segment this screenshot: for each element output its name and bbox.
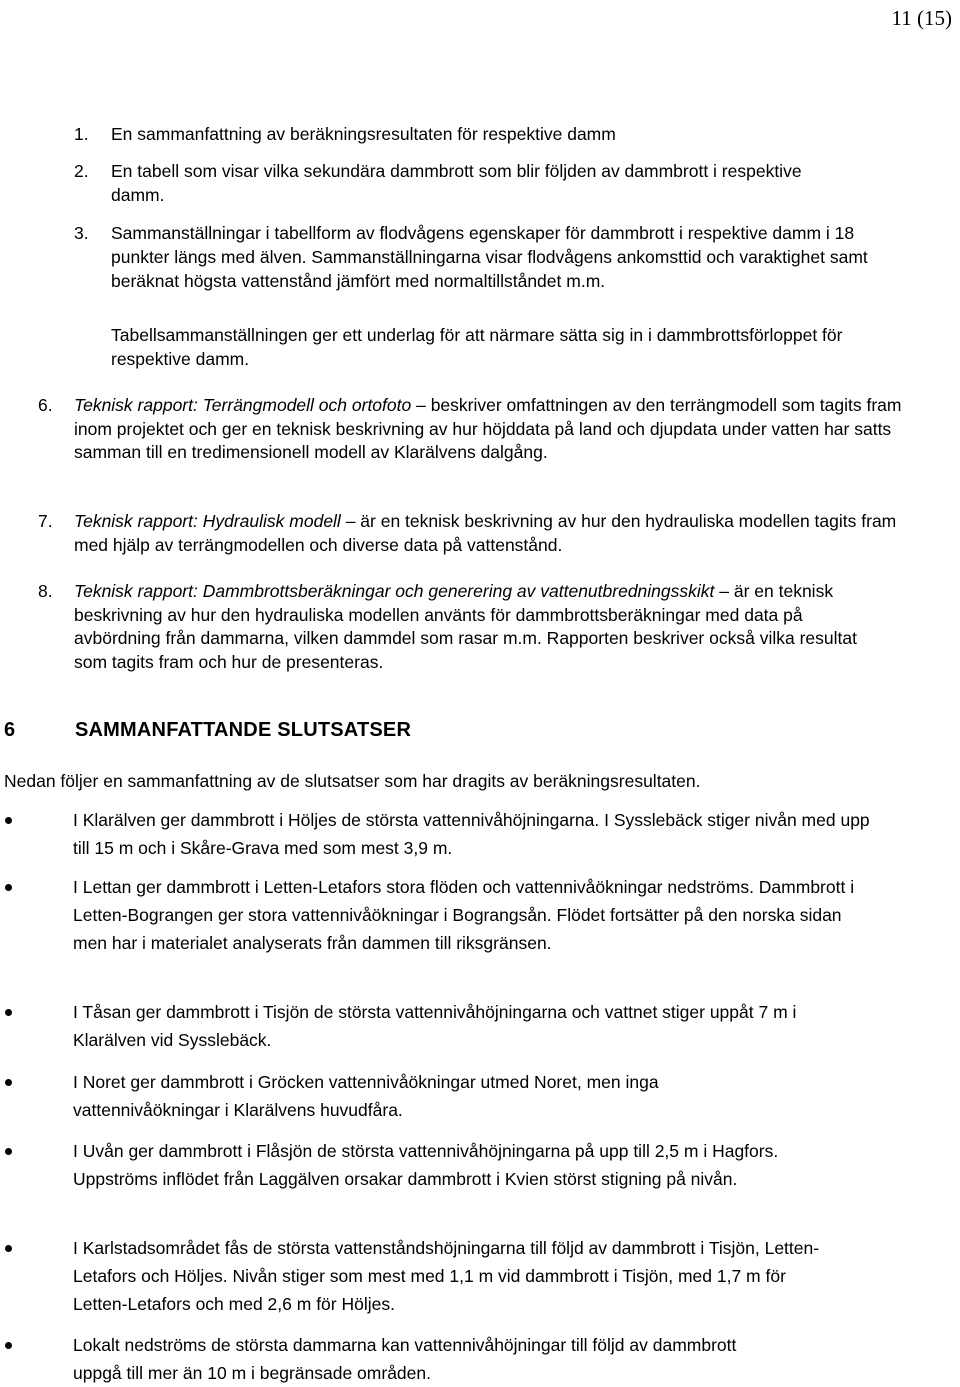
intro-paragraph: Nedan följer en sammanfattning av de slutsatser som har dragits av beräkningsresultaten. <box>4 771 701 791</box>
bullet-icon <box>5 1245 12 1252</box>
list-item <box>74 159 831 207</box>
list-number: 8. <box>38 581 53 601</box>
report-item-8 <box>38 580 878 674</box>
report-title: Teknisk rapport: Hydraulisk modell <box>74 511 341 531</box>
bullet-text: I Uvån ger dammbrott i Flåsjön de största vattennivåhöjningarna på upp till 2,5 m i Hagfors. Uppströms inflödet från Laggälven orsakar dammbrott i Kvien störst stigning på nivån. <box>73 1141 779 1189</box>
list-item <box>74 122 894 146</box>
list-text: Sammanställningar i tabellform av flodvågens egenskaper för dammbrott i respektive damm i 18 punkter längs med älven. Sammanställningarna visar flodvågens ankomsttid och varaktighet samt beräknat högsta vattenstånd jämfört med normaltillståndet m.m. <box>111 223 868 291</box>
table-note: Tabellsammanställningen ger ett underlag för att närmare sätta sig in i dammbrottsförloppet för respektive damm. <box>111 325 843 369</box>
bullet-text: I Klarälven ger dammbrott i Höljes de största vattennivåhöjningarna. I Sysslebäck stiger nivån med upp till 15 m och i Skåre-Grava med som mest 3,9 m. <box>73 810 870 858</box>
page-number: 11 (15) <box>891 6 952 30</box>
list-number: 6. <box>38 395 53 415</box>
report-title: Teknisk rapport: Dammbrottsberäkningar och generering av vattenutbredningsskikt <box>74 581 715 601</box>
list-text: En sammanfattning av beräkningsresultaten för respektive damm <box>111 124 616 144</box>
summary-list <box>74 122 894 293</box>
report-text: – beskriver omfattningen av den terrängmodell som tagits fram inom projektet och ger en teknisk beskrivning av hur höjddata på land och djupdata under vatten har satts samman till en tredimensionell modell av Klarälvens dalgång. <box>74 395 902 462</box>
report-item-7 <box>38 510 918 557</box>
bullet-icon <box>5 1009 12 1016</box>
section-title: SAMMANFATTANDE SLUTSATSER <box>75 719 412 741</box>
list-number: 2. <box>74 161 89 181</box>
section-heading <box>4 719 411 742</box>
bullet-text: I Tåsan ger dammbrott i Tisjön de största vattennivåhöjningarna och vattnet stiger uppåt 7 m i Klarälven vid Sysslebäck. <box>73 1002 797 1050</box>
bullet-icon <box>5 1342 12 1349</box>
report-text: – är en teknisk beskrivning av hur den hydrauliska modellen tagits fram med hjälp av terrängmodellen och diverse data på vattenstånd. <box>74 511 897 555</box>
list-text: En tabell som visar vilka sekundära dammbrott som blir följden av dammbrott i respektive damm. <box>111 161 802 205</box>
report-item-6 <box>38 394 918 465</box>
bullet-icon <box>5 1148 12 1155</box>
section-number: 6 <box>4 719 16 741</box>
bullet-icon <box>5 884 12 891</box>
report-text: – är en teknisk beskrivning av hur den hydrauliska modellen använts för dammbrottsberäkningar med data på avbördning från dammarna, vilken dammdel som rasar m.m. Rapporten beskriver också vilka resultat som tagits fram och hur de presenteras. <box>74 581 857 672</box>
list-number: 7. <box>38 511 53 531</box>
list-item <box>74 221 871 293</box>
list-number: 3. <box>74 223 89 243</box>
bullet-text: Lokalt nedströms de största dammarna kan vattennivåhöjningar till följd av dammbrott uppgå till mer än 10 m i begränsade områden. <box>73 1335 737 1383</box>
bullet-text: I Lettan ger dammbrott i Letten-Letafors stora flöden och vattennivåökningar nedströms. Dammbrott i Letten-Bograngen ger stora vattennivåökningar i Bograngsån. Flödet fortsätter på den norska sidan men har i materialet analyserats från dammen till riksgränsen. <box>73 877 855 953</box>
bullet-text: I Noret ger dammbrott i Gröcken vattennivåökningar utmed Noret, men inga vattennivåökningar i Klarälvens huvudfåra. <box>73 1072 659 1120</box>
bullet-text: I Karlstadsområdet fås de största vattenståndshöjningarna till följd av dammbrott i Tisjön, Letten-Letafors och Höljes. Nivån stiger som mest med 1,1 m vid dammbrott i Tisjön, med 1,7 m för Letten-Letafors och med 2,6 m för Höljes. <box>73 1238 820 1314</box>
bullet-icon <box>5 817 12 824</box>
report-title: Teknisk rapport: Terrängmodell och ortofoto <box>74 395 412 415</box>
bullet-icon <box>5 1079 12 1086</box>
list-number: 1. <box>74 124 89 144</box>
